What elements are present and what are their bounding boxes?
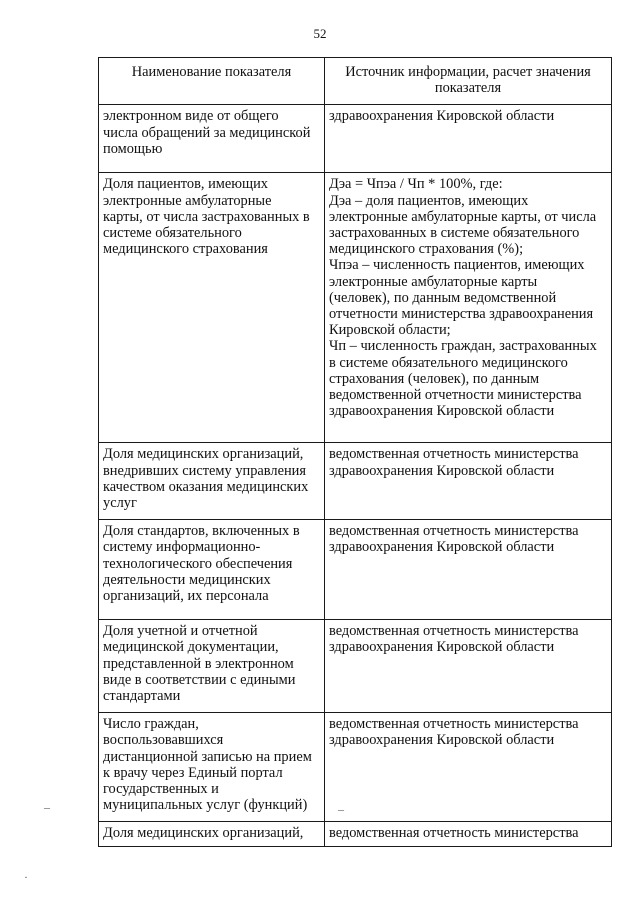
indicator-name-cell: Доля стандартов, включенных в систему информационно- технологического обеспечения деятельности медицинских организаций, их персонала bbox=[99, 520, 325, 620]
table-row bbox=[99, 822, 612, 846]
information-source-cell: ведомственная отчетность министерства здравоохранения Кировской области bbox=[325, 520, 612, 620]
indicators-table bbox=[98, 57, 612, 847]
table-row bbox=[99, 443, 612, 520]
indicator-name-cell: электронном виде от общего числа обращений за медицинской помощью bbox=[99, 105, 325, 173]
table-row bbox=[99, 620, 612, 713]
indicator-name-cell: Доля учетной и отчетной медицинской документации, представленной в электронном виде в соответствии с едиными стандартами bbox=[99, 620, 325, 713]
information-source-cell: Дэа = Чпэа / Чп * 100%, где: Дэа – доля пациентов, имеющих электронные амбулаторные карты, от числа застрахованных в системе обязательного медицинского страхования (%); Чпэа – численность пациентов, имеющих электронные амбулаторные карты (человек), по данным ведомственной отчетности министерства здравоохранения Кировской области; Чп – численность граждан, застрахованных в системе обязательного медицинского страхования (человек), по данным ведомственной отчетности министерства здравоохранения Кировской области bbox=[325, 173, 612, 443]
scan-mark: · bbox=[24, 870, 28, 884]
header-information-source: Источник информации, расчет значения показателя bbox=[325, 58, 612, 105]
header-indicator-name: Наименование показателя bbox=[99, 58, 325, 105]
information-source-cell: ведомственная отчетность министерства bbox=[325, 822, 612, 846]
information-source-cell: ведомственная отчетность министерства здравоохранения Кировской области bbox=[325, 620, 612, 713]
page-number: 52 bbox=[313, 26, 327, 41]
information-source-cell: ведомственная отчетность министерства здравоохранения Кировской области bbox=[325, 443, 612, 520]
indicator-name-cell: Доля медицинских организаций, внедривших систему управления качеством оказания медицинских услуг bbox=[99, 443, 325, 520]
table-header-row bbox=[99, 58, 612, 105]
indicator-name-cell: Число граждан, воспользовавшихся дистанционной записью на прием к врачу через Единый портал государственных и муниципальных услуг (функций) bbox=[99, 713, 325, 822]
information-source-cell: здравоохранения Кировской области bbox=[325, 105, 612, 173]
table-row bbox=[99, 105, 612, 173]
indicator-name-cell: Доля пациентов, имеющих электронные амбулаторные карты, от числа застрахованных в системе обязательного медицинского страхования bbox=[99, 173, 325, 443]
scan-mark: – bbox=[44, 800, 50, 814]
table-row bbox=[99, 173, 612, 443]
table-row bbox=[99, 713, 612, 822]
table-row bbox=[99, 520, 612, 620]
information-source-cell: ведомственная отчетность министерства здравоохранения Кировской области bbox=[325, 713, 612, 822]
indicator-name-cell: Доля медицинских организаций, bbox=[99, 822, 325, 846]
scan-mark: – bbox=[338, 802, 344, 816]
